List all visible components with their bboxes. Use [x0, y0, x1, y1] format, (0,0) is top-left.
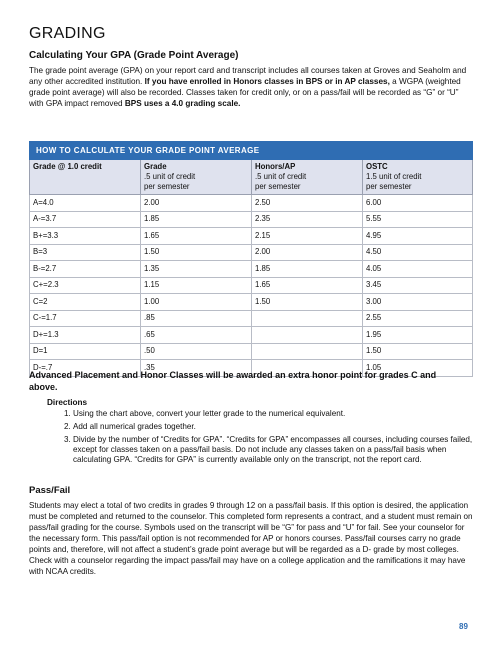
intro-paragraph	[29, 65, 473, 109]
table-row	[30, 277, 473, 294]
table-cell: D+=1.3	[30, 327, 141, 344]
table-cell	[252, 327, 363, 344]
table-cell: A=4.0	[30, 195, 141, 212]
table-cell	[252, 310, 363, 327]
table-cell	[252, 343, 363, 360]
gpa-table	[29, 141, 473, 377]
table-cell: 6.00	[363, 195, 473, 212]
table-row	[30, 261, 473, 278]
table-cell: 1.85	[141, 211, 252, 228]
table-caption: HOW TO CALCULATE YOUR GRADE POINT AVERAGE	[30, 142, 473, 160]
table-cell: C=2	[30, 294, 141, 311]
passfail-paragraph: Students may elect a total of two credits in grades 9 through 12 on a pass/fail basis. If this option is desired, the application must be completed and returned to the counselor. This completed form represents a contract, and a student must remain on pass/fail grading for the course. Symbols used on the transcript will be “G” for pass and “U” for fail. See your counselor for the necessary form. This pass/fail option is not recommended for AP or honors courses. Pass/fail courses carry no grade points and, therefore, will not affect a student’s grade point average but will be regarded as a D- grade by most colleges. Check with a counselor regarding the impact pass/fail may have on a college application and the ramifications it may have with NCAA credits.	[29, 501, 473, 576]
gpa-heading: Calculating Your GPA (Grade Point Average)	[29, 50, 239, 61]
intro-text-2: a WGPA (weighted grade point average) will also be recorded. Classes taken for credit only, or on a pass/fail will be recorded as “G” or “U” with GPA impact removed	[29, 77, 461, 108]
table-cell: 1.35	[141, 261, 252, 278]
table-cell: D=1	[30, 343, 141, 360]
honors-note: Advanced Placement and Honor Classes will be awarded an extra honor point for grades C and above.	[29, 370, 437, 392]
header-cell: Grade @ 1.0 credit	[30, 160, 141, 195]
table-cell: 1.50	[363, 343, 473, 360]
table-cell: .85	[141, 310, 252, 327]
intro-bold-2: BPS uses a 4.0 grading scale.	[124, 99, 241, 108]
table-cell: 2.00	[141, 195, 252, 212]
table-cell: 3.45	[363, 277, 473, 294]
table-cell: B=3	[30, 244, 141, 261]
header-cell: Grade .5 unit of credit per semester	[141, 160, 252, 195]
table-cell: 2.55	[363, 310, 473, 327]
table-row	[30, 244, 473, 261]
page-number: 89	[459, 622, 468, 631]
table-cell: 4.95	[363, 228, 473, 245]
table-cell: 5.55	[363, 211, 473, 228]
table-cell: 1.05	[363, 360, 473, 377]
directions-heading: Directions	[47, 398, 88, 407]
table-cell: 1.50	[252, 294, 363, 311]
table-cell: 2.15	[252, 228, 363, 245]
table-cell: .50	[141, 343, 252, 360]
intro-text-1: The grade point average (GPA) on your report card and transcript includes all courses taken at Groves and Seaholm and any other accredited institution.	[29, 66, 467, 86]
passfail-heading: Pass/Fail	[29, 485, 71, 496]
table-row	[30, 195, 473, 212]
table-cell: 3.00	[363, 294, 473, 311]
table-cell: 1.85	[252, 261, 363, 278]
list-item: 1. Using the chart above, convert your letter grade to the numerical equivalent.	[73, 409, 473, 419]
table-cell: 1.00	[141, 294, 252, 311]
table-row	[30, 310, 473, 327]
table-cell: 2.00	[252, 244, 363, 261]
table-cell: 1.15	[141, 277, 252, 294]
table-cell: 2.35	[252, 211, 363, 228]
directions-list	[59, 406, 473, 465]
table-cell: B-=2.7	[30, 261, 141, 278]
table-cell: D-=.7	[30, 360, 141, 377]
section-title: GRADING	[29, 25, 106, 42]
table-cell: 1.50	[141, 244, 252, 261]
table-row	[30, 211, 473, 228]
table-cell: .35	[141, 360, 252, 377]
table-cell: 1.65	[141, 228, 252, 245]
table-row	[30, 343, 473, 360]
table-cell: B+=3.3	[30, 228, 141, 245]
table-row	[30, 294, 473, 311]
table-cell: 2.50	[252, 195, 363, 212]
header-cell: Honors/AP .5 unit of credit per semester	[252, 160, 363, 195]
intro-bold-1: If you have enrolled in Honors classes in BPS or in AP classes,	[144, 77, 390, 86]
list-item: 3. Divide by the number of “Credits for GPA”. “Credits for GPA” encompasses all courses, including courses failed, except for classes taken on a pass/fail basis. Do not include any classes taken on a pass/fail basis when calculating GPA. “Credits for GPA” is currently available only on the transcript, not the report card.	[73, 435, 473, 465]
table-row	[30, 327, 473, 344]
table-cell: 1.65	[252, 277, 363, 294]
table-cell: C+=2.3	[30, 277, 141, 294]
table-row	[30, 228, 473, 245]
table-cell: .65	[141, 327, 252, 344]
table-cell: C-=1.7	[30, 310, 141, 327]
table-cell: 4.50	[363, 244, 473, 261]
table-cell: 4.05	[363, 261, 473, 278]
list-item: 2. Add all numerical grades together.	[73, 422, 473, 432]
header-cell: OSTC 1.5 unit of credit per semester	[363, 160, 473, 195]
table-cell: 1.95	[363, 327, 473, 344]
table-header-row	[30, 160, 473, 195]
table-cell: A-=3.7	[30, 211, 141, 228]
